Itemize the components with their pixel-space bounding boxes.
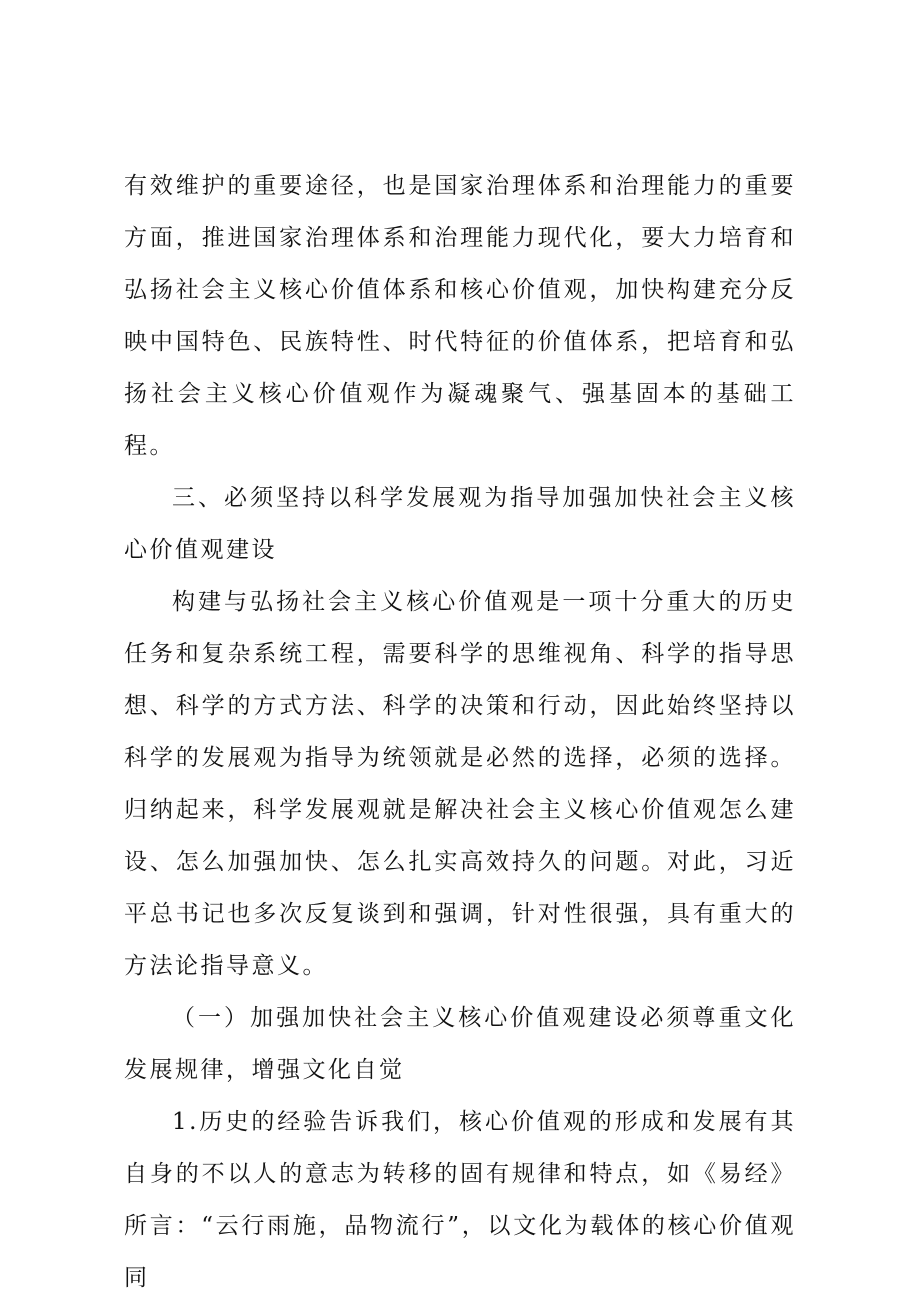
numbered-paragraph-one: 1.历史的经验告诉我们，核心价值观的形成和发展有其自身的不以人的意志为转移的固有规律和特点，如《易经》所言：“云行雨施，品物流行”，以文化为载体的核心价值观同 [124,1109,796,1291]
body-paragraph-continued: 有效维护的重要途径，也是国家治理体系和治理能力的重要方面，推进国家治理体系和治理能力现代化，要大力培育和弘扬社会主义核心价值体系和核心价值观，加快构建充分反映中国特色、民族特性、时代特征的价值体系，把培育和弘扬社会主义核心价值观作为凝魂聚气、强基固本的基础工程。 [124,173,796,459]
document-body [124,160,796,1304]
subsection-heading-one: （一）加强加快社会主义核心价值观建设必须尊重文化发展规律，增强文化自觉 [124,1005,796,1083]
body-paragraph: 构建与弘扬社会主义核心价值观是一项十分重大的历史任务和复杂系统工程，需要科学的思维视角、科学的指导思想、科学的方式方法、科学的决策和行动，因此始终坚持以科学的发展观为指导为统领就是必然的选择，必须的选择。归纳起来，科学发展观就是解决社会主义核心价值观怎么建设、怎么加强加快、怎么扎实高效持久的问题。对此，习近平总书记也多次反复谈到和强调，针对性很强，具有重大的方法论指导意义。 [124,589,796,979]
section-heading-three: 三、必须坚持以科学发展观为指导加强加快社会主义核心价值观建设 [124,485,796,563]
